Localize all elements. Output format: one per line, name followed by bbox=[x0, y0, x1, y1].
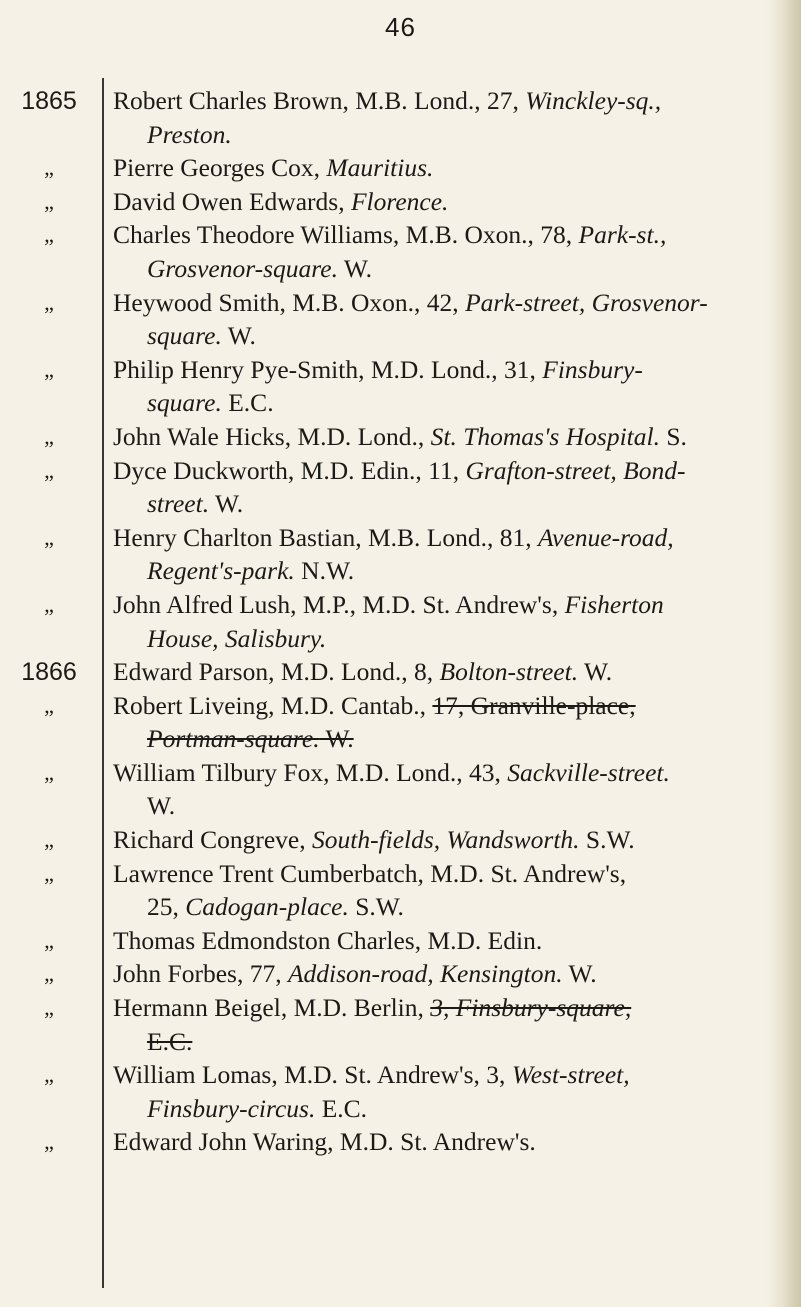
entry-line bbox=[113, 991, 759, 1025]
entry-text bbox=[113, 521, 759, 588]
entry-line bbox=[113, 420, 759, 454]
entry-line bbox=[113, 823, 759, 857]
entry-line bbox=[113, 957, 759, 991]
register-entry bbox=[0, 924, 801, 958]
address-text: street. bbox=[147, 489, 210, 519]
name-text: Charles Theodore Williams, M.B. Oxon., 78, bbox=[113, 220, 579, 250]
struck-address-text: 3, Finsbury-square, bbox=[430, 993, 632, 1023]
year-ditto-mark: „ bbox=[44, 692, 54, 718]
register-entry bbox=[0, 957, 801, 991]
entry-text bbox=[113, 1058, 759, 1125]
name-text: Robert Liveing, M.D. Cantab., bbox=[113, 690, 433, 720]
register-entry bbox=[0, 857, 801, 924]
name-text: Robert Charles Brown, M.B. Lond., 27, bbox=[113, 86, 526, 115]
entry-continuation-line bbox=[113, 1025, 759, 1059]
year-ditto-mark: „ bbox=[44, 927, 54, 953]
year-ditto-mark: „ bbox=[44, 457, 54, 483]
year-ditto-mark: „ bbox=[44, 759, 54, 785]
entry-continuation-line bbox=[113, 622, 759, 656]
entry-text bbox=[113, 823, 759, 857]
year-ditto-mark: „ bbox=[44, 524, 54, 550]
address-text: South-fields, Wandsworth. bbox=[311, 825, 580, 855]
name-text: William Lomas, M.D. St. Andrew's, 3, bbox=[113, 1060, 512, 1090]
entry-text bbox=[113, 218, 759, 285]
entry-text bbox=[113, 756, 759, 823]
entry-line bbox=[113, 185, 759, 219]
address-text: square. bbox=[147, 321, 222, 351]
entry-line bbox=[113, 655, 759, 689]
entry-continuation-line bbox=[113, 252, 759, 286]
name-text: Hermann Beigel, M.D. Berlin, bbox=[113, 993, 431, 1023]
register-entry bbox=[0, 286, 801, 353]
entry-text bbox=[113, 655, 759, 689]
name-text: N.W. bbox=[294, 556, 355, 586]
entry-continuation-line bbox=[113, 386, 759, 420]
name-text: Edward John Waring, M.D. St. Andrew's. bbox=[113, 1127, 536, 1157]
address-text: Grosvenor-square. bbox=[147, 253, 338, 283]
name-text: E.C. bbox=[315, 1093, 368, 1123]
register-entry bbox=[0, 454, 801, 521]
entry-continuation-line bbox=[113, 554, 759, 588]
entry-continuation-line bbox=[113, 487, 759, 521]
entry-continuation-line bbox=[113, 319, 759, 353]
struck-address-text: 17, Granville-place, bbox=[432, 690, 636, 720]
address-text: Avenue-road, bbox=[537, 522, 674, 552]
member-entries bbox=[0, 84, 801, 1159]
entry-text bbox=[113, 454, 759, 521]
name-text: W. bbox=[578, 657, 613, 687]
address-text: House, Salisbury. bbox=[147, 623, 327, 653]
struck-address-text: Portman-square. bbox=[147, 724, 320, 754]
name-text: Thomas Edmondston Charles, M.D. Edin. bbox=[113, 925, 543, 955]
entry-continuation-line bbox=[113, 118, 759, 152]
name-text: John Forbes, 77, bbox=[113, 959, 288, 989]
entry-text bbox=[113, 957, 759, 991]
name-text: Edward Parson, M.D. Lond., 8, bbox=[113, 657, 440, 687]
register-entry bbox=[0, 689, 801, 756]
register-entry bbox=[0, 655, 801, 689]
entry-line bbox=[113, 588, 759, 622]
entry-text bbox=[113, 857, 759, 924]
register-entry bbox=[0, 588, 801, 655]
name-text: 25, bbox=[147, 892, 186, 922]
year-ditto-mark: „ bbox=[44, 188, 54, 214]
entry-line bbox=[113, 286, 759, 320]
register-entry bbox=[0, 991, 801, 1058]
address-text: Sackville-street. bbox=[507, 757, 670, 787]
entry-line bbox=[113, 84, 759, 118]
entry-continuation-line bbox=[113, 1092, 759, 1126]
address-text: St. Thomas's Hospital. bbox=[430, 421, 660, 451]
entry-line bbox=[113, 689, 759, 723]
entry-line bbox=[113, 353, 759, 387]
address-text: Park-st., bbox=[578, 220, 667, 250]
year-ditto-mark: „ bbox=[44, 1062, 54, 1088]
struck-address-text: W. bbox=[319, 724, 354, 754]
year-ditto-mark: „ bbox=[44, 356, 54, 382]
name-text: William Tilbury Fox, M.D. Lond., 43, bbox=[113, 757, 508, 787]
entry-text bbox=[113, 151, 759, 185]
year-ditto-mark: „ bbox=[44, 423, 54, 449]
entry-line bbox=[113, 924, 759, 958]
name-text: S. bbox=[659, 421, 687, 451]
address-text: Park-street, Grosvenor- bbox=[465, 287, 708, 317]
register-entry bbox=[0, 521, 801, 588]
name-text: S.W. bbox=[348, 892, 404, 922]
address-text: Finsbury- bbox=[542, 354, 643, 384]
register-entry bbox=[0, 151, 801, 185]
name-text: Henry Charlton Bastian, M.B. Lond., 81, bbox=[113, 522, 538, 552]
address-text: square. bbox=[147, 388, 222, 418]
address-text: Fisherton bbox=[564, 589, 664, 619]
entry-text bbox=[113, 689, 759, 756]
name-text: Philip Henry Pye-Smith, M.D. Lond., 31, bbox=[113, 354, 543, 384]
address-text: Finsbury-circus. bbox=[147, 1093, 316, 1123]
address-text: West-street, bbox=[511, 1060, 630, 1090]
name-text: David Owen Edwards, bbox=[113, 186, 351, 216]
entry-line bbox=[113, 151, 759, 185]
name-text: John Wale Hicks, M.D. Lond., bbox=[113, 421, 431, 451]
struck-address-text: E.C. bbox=[147, 1026, 193, 1056]
entry-year: 1865 bbox=[21, 87, 77, 115]
name-text: Dyce Duckworth, M.D. Edin., 11, bbox=[113, 455, 466, 485]
name-text: John Alfred Lush, M.P., M.D. St. Andrew's, bbox=[113, 589, 565, 619]
register-entry bbox=[0, 353, 801, 420]
address-text: Grafton-street, Bond- bbox=[465, 455, 686, 485]
year-ditto-mark: „ bbox=[44, 995, 54, 1021]
entry-line bbox=[113, 218, 759, 252]
address-text: Mauritius. bbox=[326, 153, 434, 183]
address-text: Winckley-sq., bbox=[525, 86, 662, 115]
name-text: W. bbox=[209, 489, 244, 519]
name-text: W. bbox=[147, 791, 176, 821]
entry-text bbox=[113, 1125, 759, 1159]
year-ditto-mark: „ bbox=[44, 289, 54, 315]
name-text: Pierre Georges Cox, bbox=[113, 153, 327, 183]
name-text: E.C. bbox=[221, 388, 274, 418]
address-text: Regent's-park. bbox=[147, 556, 295, 586]
entry-text bbox=[113, 588, 759, 655]
name-text: W. bbox=[221, 321, 256, 351]
address-text: Bolton-street. bbox=[439, 657, 579, 687]
entry-continuation-line bbox=[113, 722, 759, 756]
register-entry bbox=[0, 1058, 801, 1125]
entry-line bbox=[113, 1058, 759, 1092]
register-entry bbox=[0, 185, 801, 219]
page-number: 46 bbox=[385, 12, 416, 42]
entry-continuation-line bbox=[113, 890, 759, 924]
year-ditto-mark: „ bbox=[44, 1129, 54, 1155]
address-text: Florence. bbox=[350, 186, 449, 216]
year-ditto-mark: „ bbox=[44, 591, 54, 617]
name-text: Lawrence Trent Cumberbatch, M.D. St. Andrew's, bbox=[113, 858, 627, 888]
entry-text bbox=[113, 185, 759, 219]
register-entry bbox=[0, 218, 801, 285]
entry-text bbox=[113, 84, 759, 151]
address-text: Cadogan-place. bbox=[185, 892, 349, 922]
name-text: W. bbox=[562, 959, 597, 989]
address-text: Addison-road, Kensington. bbox=[287, 959, 563, 989]
register-entry bbox=[0, 756, 801, 823]
entry-continuation-line bbox=[113, 789, 759, 823]
entry-line bbox=[113, 1125, 759, 1159]
entry-line bbox=[113, 857, 759, 891]
entry-text bbox=[113, 353, 759, 420]
register-entry bbox=[0, 823, 801, 857]
address-text: Preston. bbox=[147, 119, 232, 149]
year-ditto-mark: „ bbox=[44, 961, 54, 987]
year-ditto-mark: „ bbox=[44, 155, 54, 181]
register-entry bbox=[0, 84, 801, 151]
year-ditto-mark: „ bbox=[44, 827, 54, 853]
entry-text bbox=[113, 420, 759, 454]
year-ditto-mark: „ bbox=[44, 860, 54, 886]
name-text: S.W. bbox=[579, 825, 635, 855]
entry-line bbox=[113, 756, 759, 790]
entry-text bbox=[113, 924, 759, 958]
year-ditto-mark: „ bbox=[44, 222, 54, 248]
entry-line bbox=[113, 454, 759, 488]
entry-line bbox=[113, 521, 759, 555]
name-text: Heywood Smith, M.B. Oxon., 42, bbox=[113, 287, 466, 317]
entry-text bbox=[113, 991, 759, 1058]
register-entry bbox=[0, 1125, 801, 1159]
register-entry bbox=[0, 420, 801, 454]
entry-year: 1866 bbox=[21, 658, 77, 687]
name-text: W. bbox=[337, 253, 372, 283]
name-text: Richard Congreve, bbox=[113, 825, 312, 855]
entry-text bbox=[113, 286, 759, 353]
